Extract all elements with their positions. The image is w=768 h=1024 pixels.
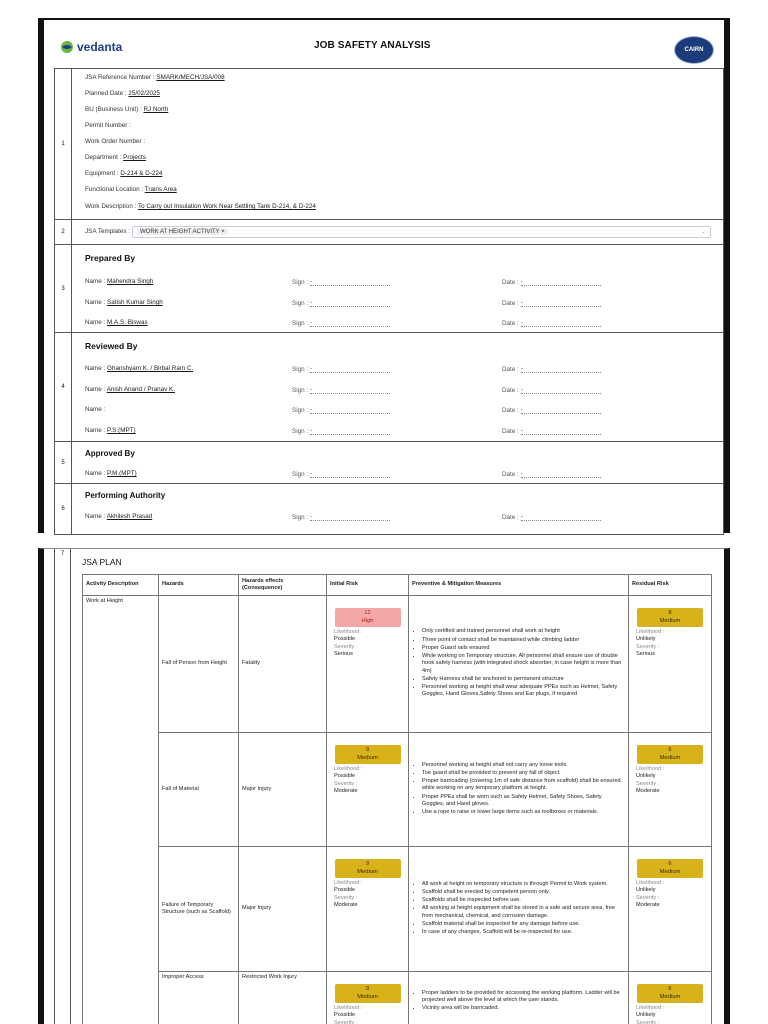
section-number: 6 [55,484,72,534]
likelihood-label: Likelihood : [636,766,665,773]
measure-item: • Safety Harness shall be anchored to permanent structure [422,676,625,683]
preparer-name: Name : Satish Kumar Singh [85,299,163,306]
residual-risk-badge [637,745,703,764]
hazard-cell: Improper Access [159,972,239,1024]
severity-label: Severity : [636,643,660,650]
risk-score: 6 [668,747,672,753]
measures-cell [409,972,629,1024]
measure-item: • Scaffold material shall be inspected for any damage before use. [422,921,625,928]
reviewer-name: Name : [85,406,106,413]
chevron-down-icon[interactable]: ⌄ [700,229,706,235]
sign-field: Sign : - [292,299,390,307]
template-chip[interactable]: WORK AT HEIGHT ACTIVITY × [137,229,228,235]
initial-risk-badge [335,859,401,878]
sign-field: Sign : - [292,386,390,394]
prepared-by-title: Prepared By [85,253,136,263]
hazard-cell: Failure of Temporary Structure (such as Scaffold) [159,847,239,972]
likelihood-value: Unlikely [636,773,656,780]
measure-item: • While working on Temporary structure, All personnel shall ensure use of double hook safety harness (with integrated shock absorber, in case height is more than 4m) [422,653,625,675]
initial-risk-cell [327,847,409,972]
measure-item: • Scaffolds shall be inspected before use. [422,897,625,904]
severity-label: Severity : [636,780,660,787]
section-number: 3 [55,245,72,332]
risk-score: 9 [365,861,370,867]
sign-field: Sign : - [292,406,390,414]
vedanta-leaf-icon [60,40,74,54]
likelihood-label: Likelihood : [334,1005,363,1012]
date-field: Date : - [502,406,601,414]
severity-label: Severity : [636,1019,660,1024]
equipment-field: Equipment : D-214 & D-224 [85,170,163,177]
initial-risk-cell [327,972,409,1024]
risk-score: 12 [364,610,371,616]
sign-field: Sign : - [292,427,390,435]
measures-list [412,762,625,817]
functional-location-field: Functional Location : Trains Area [85,186,177,193]
risk-level: High [361,617,374,624]
effect-cell: Fatality [239,596,327,733]
likelihood-label: Likelihood : [636,629,665,636]
section-1-details [54,68,724,220]
reviewed-by-title: Reviewed By [85,341,138,351]
performer-name: Name : Akhilesh Prasad [85,513,153,520]
hazard-cell: Fall of Material [159,733,239,847]
risk-score: 8 [668,610,672,616]
measure-item: • Proper barricading (covering 1m of safe distance from scaffold) shall be ensured while working on any temporary platform at height. [422,778,625,793]
planned-date-field: Planned Date : 25/02/2025 [85,90,160,97]
date-field: Date : - [502,386,601,394]
section-3-prepared-by [54,245,724,333]
permit-number-field: Permit Number : [85,122,131,129]
section-number: 1 [55,69,72,219]
table-row [83,847,712,972]
department-field: Department : Projects [85,154,146,161]
sign-field: Sign : - [292,365,390,373]
date-field: Date : - [502,278,601,286]
measures-cell [409,596,629,733]
measure-item: • Only certified and trained personnel shall work at height [422,628,625,635]
residual-risk-cell [629,847,712,972]
jsa-page-2 [38,548,730,1024]
likelihood-value: Possible [334,887,356,894]
vedanta-logo-text: vedanta [77,40,123,54]
date-field: Date : - [502,427,601,435]
residual-risk-cell [629,596,712,733]
measure-item: • Vicinity area will be barricaded. [422,1005,625,1012]
table-header-row [83,575,712,596]
measure-item: • Three point of contact shall be maintained while climbing ladder [422,637,625,644]
approver-name: Name : P.M.(MPT) [85,470,137,477]
jsa-templates-label: JSA Templates : [85,228,131,235]
reviewer-name: Name : P.S.(MPT) [85,427,136,434]
initial-risk-badge [335,745,401,764]
work-description-field: Work Description : To Carry out Insulation Work Near Settling Tank D-214, & D-224 [85,203,316,210]
table-row [83,733,712,847]
likelihood-value: Possible [334,1012,356,1019]
likelihood-label: Likelihood : [636,1005,665,1012]
severity-label: Severity : [334,780,358,787]
likelihood-value: Unlikely [636,887,656,894]
measure-item: • Use a rope to raise or lower large items such as toolboxes or materials. [422,809,625,816]
risk-score: 6 [668,986,672,992]
initial-risk-cell [327,733,409,847]
preparer-name: Name : M.A.S. Biswas [85,319,148,326]
severity-value: Moderate [334,901,358,908]
hazard-cell: Fall of Person from Height [159,596,239,733]
risk-score: 9 [365,747,370,753]
reviewer-name: Name : Ghanshyam K. / Birbal Ram C. [85,365,194,372]
document-header [44,20,724,68]
measures-cell [409,733,629,847]
likelihood-value: Possible [334,773,356,780]
severity-label: Severity : [334,894,358,901]
section-number: 4 [55,333,72,441]
residual-risk-cell [629,733,712,847]
risk-level: Medium [659,868,681,875]
likelihood-label: Likelihood : [334,766,363,773]
sign-field: Sign : - [292,319,390,327]
approved-by-title: Approved By [85,449,135,458]
measure-item: • In case of any changes, Scaffold will be re-inspected for use. [422,929,625,936]
likelihood-label: Likelihood : [334,880,363,887]
measure-item: • Proper Guard rails ensured [422,645,625,652]
table-row [83,596,712,733]
section-number: 2 [55,220,72,244]
likelihood-value: Unlikely [636,1012,656,1019]
jsa-templates-select[interactable] [132,226,711,238]
section-2-templates [54,220,724,245]
section-5-approved-by [54,442,724,484]
effect-cell: Major Injury [239,733,327,847]
severity-label: Severity : [334,643,358,650]
col-initial-risk: Initial Risk [327,575,409,596]
jsa-page-1 [38,18,730,533]
effect-cell: Major Injury [239,847,327,972]
section-number: 7 [54,549,71,1024]
reviewer-name: Name : Anish Anand / Pranav K. [85,386,175,393]
section-4-reviewed-by [54,333,724,442]
measure-item: • Proper ladders to be provided for accessing the working platform. Ladder will be projected well above the level at which the user stands. [422,990,625,1005]
cairn-logo: CAIRN [674,36,714,64]
risk-level: Medium [357,754,378,761]
severity-value: Serious [636,650,655,657]
likelihood-value: Possible [334,636,356,643]
measure-item: • Proper PPEs shall be worn such as Safety Helmet, Safety Shoes, Safety Goggles, and Hand gloves. [422,794,625,809]
date-field: Date : - [502,365,601,373]
likelihood-label: Likelihood : [636,880,665,887]
col-activity: Activity Description [83,575,159,596]
date-field: Date : - [502,299,601,307]
measures-cell [409,847,629,972]
date-field: Date : - [502,513,601,521]
table-row [83,972,712,1024]
business-unit-field: BU (Business Unit) : RJ North [85,106,169,113]
date-field: Date : - [502,319,601,327]
col-hazards: Hazards [159,575,239,596]
work-order-field: Work Order Number : [85,138,146,145]
performing-authority-title: Performing Authority [85,491,166,500]
risk-score: 9 [365,986,370,992]
measures-list [412,881,625,937]
col-effects: Hazards effects (Consequence) [239,575,327,596]
risk-level: Medium [659,993,681,1000]
preparer-name: Name : Mahendra Singh [85,278,154,285]
measures-list [412,628,625,698]
jsa-reference-field: JSA Reference Number : SMARK/MECH/JSA/008 [85,74,225,81]
col-measures: Preventive & Mitigation Measures [409,575,629,596]
measure-item: • Toe guard shall be provided to prevent any fall of object. [422,770,625,777]
measure-item: • Personnel working at height shall not carry any loose tools. [422,762,625,769]
jsa-plan-title: JSA PLAN [82,557,122,567]
likelihood-label: Likelihood : [334,629,363,636]
vedanta-logo [60,40,122,54]
residual-risk-badge [637,608,703,627]
risk-level: Medium [659,617,681,624]
residual-risk-badge [637,859,703,878]
measure-item: • All working at height equipment shall be stored in a safe and secure area, free from mechanical, chemical, and corrosion damage. [422,905,625,920]
sign-field: Sign : - [292,513,390,521]
severity-value: Moderate [636,901,660,908]
risk-score: 6 [668,861,672,867]
severity-value: Moderate [334,787,358,794]
effect-cell: Restricted Work Injury [239,972,327,1024]
activity-cell: Work at Height [83,596,159,1024]
measures-list [412,990,625,1013]
risk-level: Medium [357,993,378,1000]
date-field: Date : - [502,470,601,478]
risk-level: Medium [357,868,378,875]
severity-value: Moderate [636,787,660,794]
severity-label: Severity : [334,1019,358,1024]
risk-level: Medium [659,754,681,761]
severity-label: Severity : [636,894,660,901]
sign-field: Sign : - [292,278,390,286]
initial-risk-badge [335,608,401,627]
initial-risk-badge [335,984,401,1003]
measure-item: • Personnel working at height shall wear adequate PPEs such as Helmet, Safety Goggles, Hand Gloves,Safety Shoes and Ear plugs, if required [422,684,625,699]
jsa-plan-table [82,574,712,1024]
page-title: JOB SAFETY ANALYSIS [314,40,431,51]
measure-item: • Scaffold shall be erected by competent person only. [422,889,625,896]
section-number: 5 [55,442,72,483]
col-residual-risk: Residual Risk [629,575,712,596]
residual-risk-badge [637,984,703,1003]
likelihood-value: Unlikely [636,636,656,643]
initial-risk-cell [327,596,409,733]
section-6-performing-authority [54,484,724,535]
severity-value: Serious [334,650,353,657]
sign-field: Sign : - [292,470,390,478]
measure-item: • All work at height on temporary structure is through Permit to Work system. [422,881,625,888]
residual-risk-cell [629,972,712,1024]
